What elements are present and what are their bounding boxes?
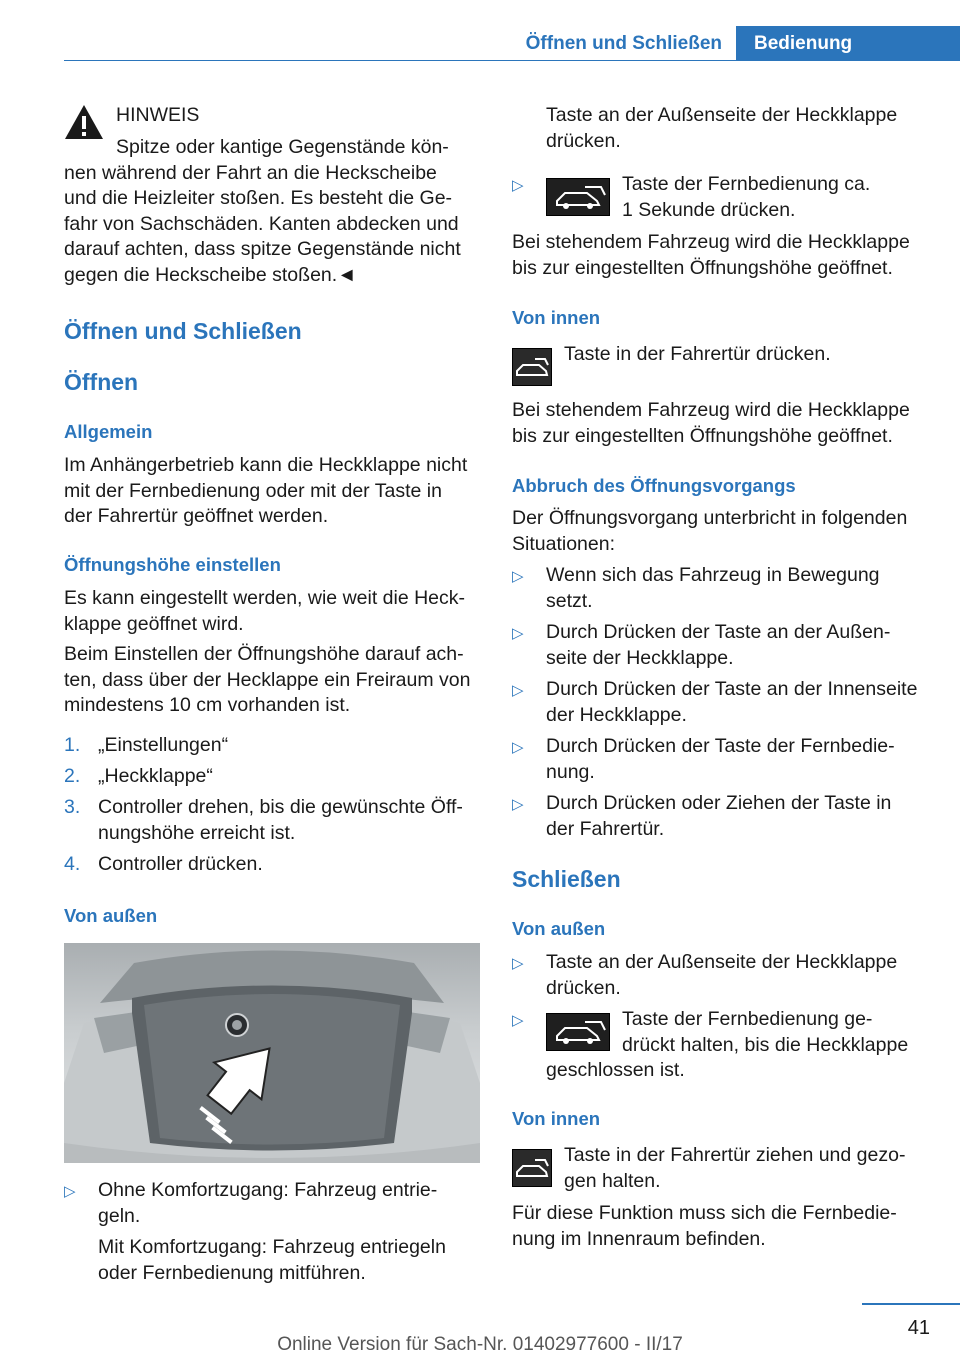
- notice-body: [64, 161, 484, 289]
- text-line: Situationen:: [512, 532, 615, 555]
- subheading: Allgemein: [64, 421, 153, 442]
- text-line: gen halten.: [564, 1169, 661, 1192]
- heading-close-inside: [512, 1108, 930, 1130]
- tailgate-illustration: [64, 943, 480, 1163]
- general-paragraph: [64, 453, 484, 530]
- triangle-right-icon: ▷: [512, 568, 524, 585]
- step-number: 1.: [64, 734, 81, 756]
- list-item: [512, 950, 930, 1007]
- list-item: [512, 791, 930, 848]
- bullet-text: geschlossen ist.: [546, 1059, 685, 1081]
- section-heading: Öffnen und Schließen: [64, 318, 302, 344]
- list-item: [512, 734, 930, 791]
- notice-first-line: Spitze oder kantige Gegenstände kön-: [116, 136, 449, 158]
- text-line: der Fahrertür geöffnet werden.: [64, 505, 329, 527]
- tailgate-key-icon: [546, 1013, 610, 1051]
- heading-outside: [64, 905, 480, 927]
- triangle-right-icon: ▷: [512, 682, 524, 699]
- triangle-right-icon: ▷: [512, 177, 524, 194]
- bullet-text: drücken.: [546, 976, 621, 999]
- abort-intro: [512, 506, 930, 557]
- list-item: [64, 795, 484, 852]
- notice-line: und die Heizleiter stoßen. Es besteht die Ge-: [64, 187, 453, 209]
- text-line: klappe geöffnet wird.: [64, 612, 244, 635]
- inside-text: Taste in der Fahrertür drücken.: [564, 343, 831, 365]
- bullet-text: der Heckklappe.: [546, 703, 687, 726]
- subsection-heading: Öffnen: [64, 369, 139, 395]
- heading-main: [64, 318, 480, 345]
- bullet-text: seite der Heckklappe.: [546, 646, 734, 669]
- notice-line: gegen die Heckscheibe stoßen.◄: [64, 263, 357, 286]
- bullet-text: Taste an der Außenseite der Heckklappe: [546, 104, 898, 126]
- triangle-right-icon: ▷: [512, 955, 524, 972]
- text-line: Beim Einstellen der Öffnungshöhe darauf ach-: [64, 643, 464, 665]
- bullet-text: Durch Drücken der Taste an der Außen-: [546, 621, 891, 643]
- subheading: Von innen: [512, 307, 601, 328]
- notice-line: darauf achten, dass spitze Gegenstände nicht: [64, 238, 461, 260]
- list-item: [64, 852, 484, 883]
- tailgate-interior-key-icon: [512, 1149, 552, 1187]
- subheading: Von außen: [64, 905, 158, 926]
- heading-abort: [512, 475, 930, 497]
- text-line: Bei stehendem Fahrzeug wird die Heckklappe: [512, 231, 910, 253]
- text-line: Es kann eingestellt werden, wie weit die Heck-: [64, 587, 466, 609]
- notice-title: HINWEIS: [116, 104, 200, 126]
- text-line: nung im Innenraum befinden.: [512, 1227, 766, 1250]
- text-line: mit der Fernbedienung oder mit der Taste in: [64, 479, 442, 502]
- bullet-text: nung.: [546, 760, 595, 783]
- triangle-right-icon: ▷: [512, 625, 524, 642]
- step-list: [64, 733, 484, 883]
- header-chapter-tab: Bedienung: [736, 26, 960, 61]
- triangle-right-icon: ▷: [512, 739, 524, 756]
- list-item: [64, 733, 484, 764]
- heading-inside: [512, 307, 930, 329]
- heading-general: [64, 421, 480, 443]
- subheading: Öffnungshöhe einstellen: [64, 554, 281, 575]
- bullet-text: Wenn sich das Fahrzeug in Bewegung: [546, 564, 880, 586]
- bullet-text: geln.: [98, 1204, 141, 1227]
- bullet-text: Durch Drücken der Taste an der Innenseite: [546, 678, 918, 700]
- notice-line: fahr von Sachschäden. Kanten abdecken und: [64, 212, 459, 235]
- height-paragraph-1: [64, 586, 484, 637]
- heading-height: [64, 554, 480, 576]
- step-number: 4.: [64, 853, 81, 875]
- bullet-text: der Fahrertür.: [546, 817, 665, 840]
- close-after: [512, 1201, 930, 1252]
- bullet-text: Mit Komfortzugang: Fahrzeug entriegeln: [98, 1236, 446, 1258]
- subsection-heading: Schließen: [512, 866, 621, 892]
- abort-list: [512, 563, 930, 848]
- bullet-text: Taste der Fernbedienung ca.: [622, 173, 871, 195]
- triangle-right-icon: ▷: [512, 796, 524, 813]
- step-text: Controller drücken.: [98, 853, 263, 875]
- bullet-text: drückt halten, bis die Heckklappe: [622, 1033, 909, 1056]
- warning-triangle-icon: [64, 104, 104, 145]
- text-line: Der Öffnungsvorgang unterbricht in folgenden: [512, 507, 908, 529]
- height-paragraph-2: [64, 642, 484, 719]
- bullet-text: 1 Sekunde drücken.: [622, 198, 796, 221]
- bullet-text: oder Fernbedienung mitführen.: [98, 1261, 366, 1284]
- subheading: Abbruch des Öffnungsvorgangs: [512, 475, 796, 496]
- tailgate-key-icon: [546, 178, 610, 216]
- list-item: [512, 677, 930, 734]
- close-list: [512, 950, 930, 1092]
- heading-open: [64, 369, 480, 396]
- step-number: 2.: [64, 765, 81, 787]
- step-text: „Einstellungen“: [98, 734, 229, 756]
- text-line: Taste in der Fahrertür ziehen und gezo-: [564, 1144, 906, 1166]
- outside-bullet: [64, 1178, 484, 1286]
- inside-row: [512, 342, 930, 368]
- footer-rule: [862, 1303, 960, 1305]
- heading-close: [512, 866, 930, 893]
- remote-after: [512, 230, 930, 281]
- text-line: ten, dass über der Hecklappe ein Freiraum von: [64, 668, 471, 691]
- inside-after: [512, 398, 930, 449]
- step-number: 3.: [64, 796, 81, 818]
- list-item: [64, 764, 484, 795]
- continued-bullet: [512, 103, 930, 154]
- subheading: Von außen: [512, 918, 606, 939]
- bullet-text: Ohne Komfortzugang: Fahrzeug entrie-: [98, 1179, 438, 1201]
- bullet-text: Taste der Fernbedienung ge-: [622, 1008, 873, 1030]
- subheading: Von innen: [512, 1108, 601, 1129]
- triangle-right-icon: ▷: [512, 1012, 524, 1029]
- step-text: „Heckklappe“: [98, 765, 213, 787]
- list-item: [512, 1007, 930, 1092]
- bullet-text: Durch Drücken der Taste der Fernbedie-: [546, 735, 895, 757]
- text-line: bis zur eingestellten Öffnungshöhe geöffnet.: [512, 256, 893, 279]
- list-item: [512, 620, 930, 677]
- bullet-text: setzt.: [546, 589, 593, 612]
- notice-line: nen während der Fahrt an die Heckscheibe: [64, 161, 437, 184]
- bullet-text: Durch Drücken oder Ziehen der Taste in: [546, 792, 892, 814]
- close-inside-row: [512, 1143, 930, 1194]
- text-line: Bei stehendem Fahrzeug wird die Heckklappe: [512, 399, 910, 421]
- tailgate-interior-key-icon: [512, 348, 552, 386]
- text-line: bis zur eingestellten Öffnungshöhe geöffnet.: [512, 424, 893, 447]
- bullet-text: Taste an der Außenseite der Heckklappe: [546, 951, 898, 973]
- list-item: [512, 563, 930, 620]
- remote-bullet: [512, 172, 930, 223]
- triangle-right-icon: ▷: [64, 1183, 76, 1200]
- list-item: [64, 1178, 484, 1286]
- footer-version: Online Version für Sach-Nr. 01402977600 - II/17: [277, 1334, 683, 1355]
- header-section-tab: Öffnen und Schließen: [525, 33, 722, 54]
- text-line: mindestens 10 cm vorhanden ist.: [64, 694, 351, 716]
- step-text: nungshöhe erreicht ist.: [98, 821, 296, 844]
- step-text: Controller drehen, bis die gewünschte Öff-: [98, 796, 463, 818]
- text-line: Im Anhängerbetrieb kann die Heckklappe nicht: [64, 454, 468, 476]
- page-number: 41: [907, 1317, 930, 1339]
- heading-close-outside: [512, 918, 930, 940]
- bullet-text: drücken.: [546, 129, 621, 152]
- text-line: Für diese Funktion muss sich die Fernbedie-: [512, 1202, 897, 1224]
